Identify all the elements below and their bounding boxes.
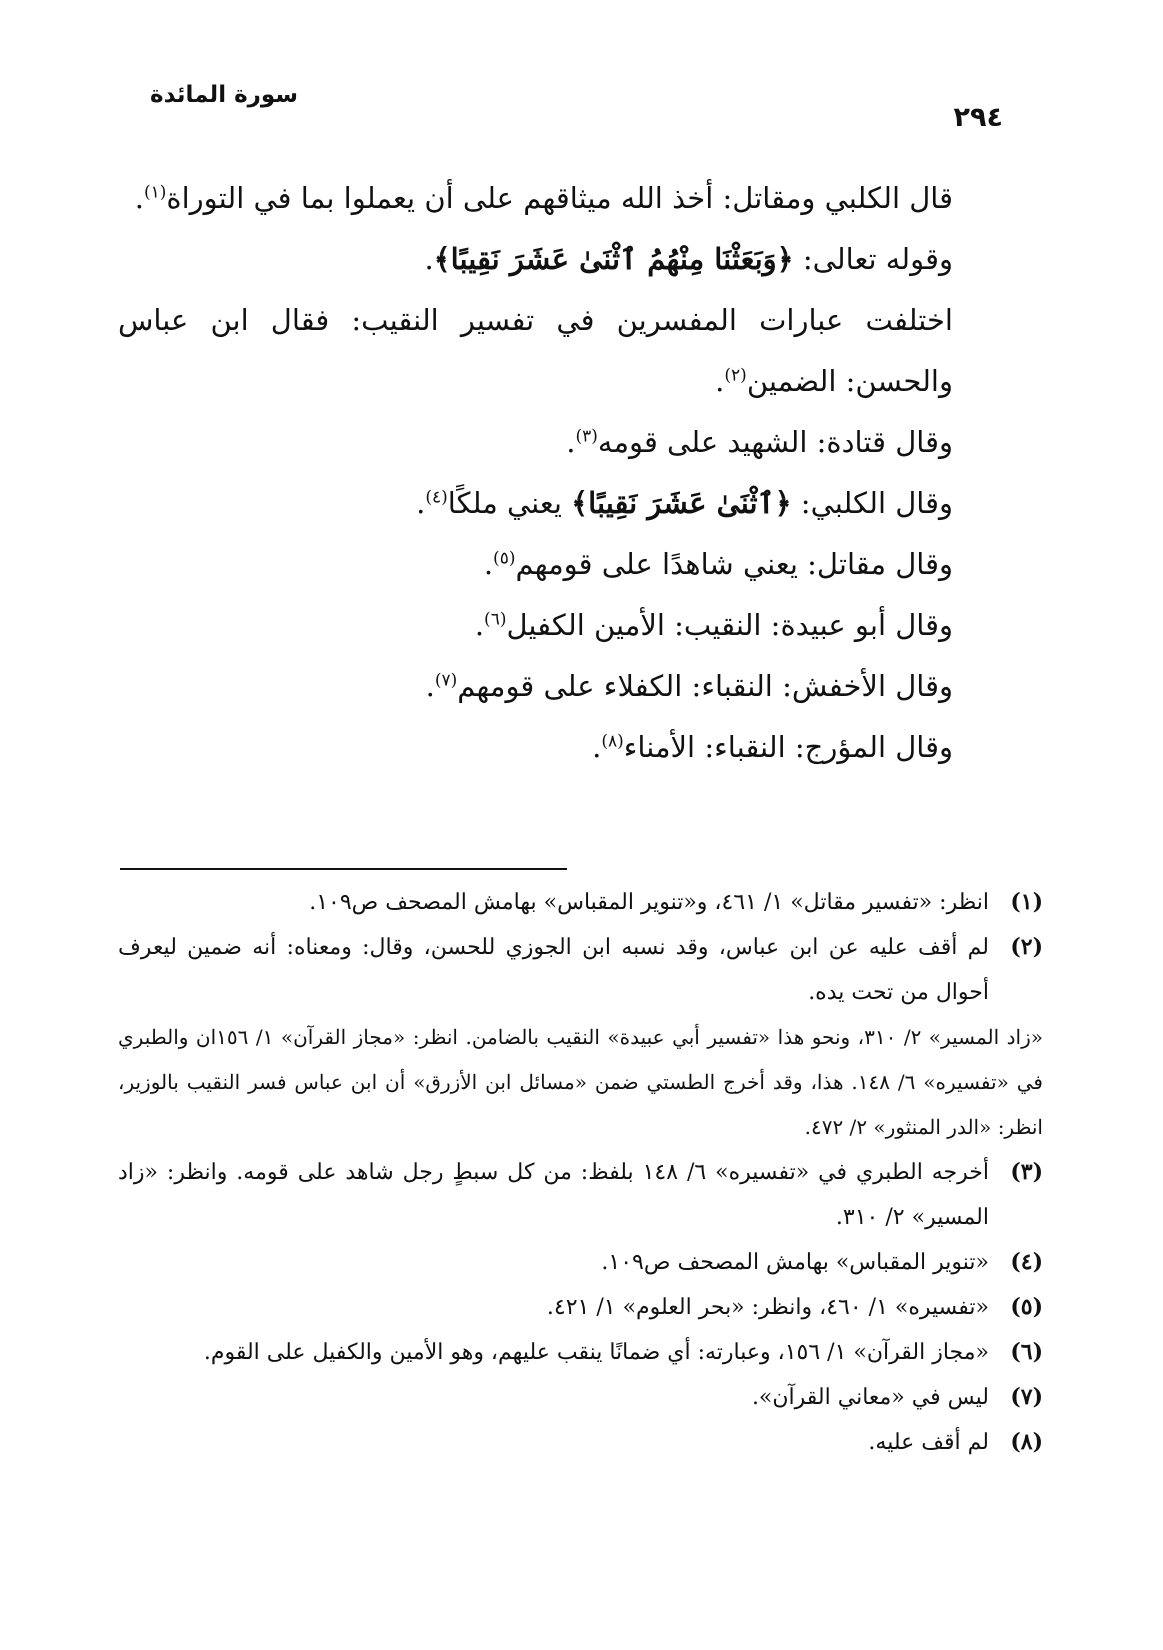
footnote-ref: (٨) [601, 731, 624, 752]
paragraph-text: وقال مقاتل: يعني شاهدًا على قومهم [515, 547, 953, 581]
footnote-4 [118, 1240, 1043, 1285]
main-text [118, 168, 1043, 778]
period: . [715, 364, 725, 398]
footnote-ref: (٥) [493, 548, 516, 569]
footnote-number: (٣) [1010, 1159, 1043, 1185]
footnote-7 [118, 1375, 1043, 1420]
footnote-2-continuation: «زاد المسير» ٢/ ٣١٠، ونحو هذا «تفسير أبي عبيدة» النقيب بالضامن. انظر: «مجاز القرآن» ١/ ١٥٦ان والطبري في «تفسيره» ٦/ ١٤٨. هذا، وقد أخرج الطستي ضمن «مسائل ابن الأزرق» أن ابن عباس فسر النقيب بالوزير، انظر: «الدر المنثور» ٢/ ٤٧٢. [118, 1025, 1043, 1139]
paragraph-text: وقال المؤرج: النقباء: الأمناء [623, 730, 953, 764]
footnote-text: أخرجه الطبري في «تفسيره» ٦/ ١٤٨ بلفظ: من كل سبطٍ رجل شاهد على قومه. وانظر: «زاد المسير» ٢/ ٣١٠. [118, 1160, 989, 1230]
paragraph-muarrij [118, 717, 1043, 778]
footnote-2 [118, 925, 1043, 1015]
paragraph-kalbi-muqatil [118, 168, 1043, 229]
footnote-separator [120, 868, 567, 870]
page-header [150, 82, 1003, 132]
footnote-ref: (٧) [434, 670, 458, 691]
paragraph-akhfash [118, 656, 1043, 717]
paragraph-mufassirin [118, 290, 1043, 412]
footnote-number: (٦) [1010, 1339, 1043, 1365]
paragraph-text: يعني ملكًا [447, 486, 572, 520]
footnote-1 [118, 880, 1043, 925]
footnote-6 [118, 1330, 1043, 1375]
period: . [566, 425, 576, 459]
paragraph-verse-quote [118, 229, 1043, 290]
paragraph-abu-ubayda [118, 595, 1043, 656]
paragraph-text: اختلفت عبارات المفسرين في تفسير النقيب: فقال ابن عباس والحسن: الضمين [118, 303, 953, 398]
paragraph-text: وقال قتادة: الشهيد على قومه [597, 425, 953, 459]
footnote-ref: (١) [143, 182, 167, 203]
footnote-text: «تفسيره» ١/ ٤٦٠، وانظر: «بحر العلوم» ١/ ٤٢١. [546, 1295, 989, 1320]
footnote-text: انظر: «تفسير مقاتل» ١/ ٤٦١، و«تنوير المقباس» بهامش المصحف ص١٠٩. [309, 890, 989, 915]
paragraph-text: وقال الأخفش: النقباء: الكفلاء على قومهم [457, 669, 953, 703]
footnote-text: لم أقف عليه عن ابن عباس، وقد نسبه ابن الجوزي للحسن، وقال: ومعناه: أنه ضمين ليعرف أحوال من تحت يده. [118, 935, 989, 1005]
footnote-3 [118, 1150, 1043, 1240]
footnote-ref: (٤) [425, 487, 448, 508]
period: . [416, 486, 426, 520]
period: . [425, 669, 435, 703]
footnote-ref: (٦) [484, 609, 507, 630]
paragraph-muqatil [118, 534, 1043, 595]
period: . [474, 608, 485, 642]
footnote-text: ليس في «معاني القرآن». [751, 1385, 989, 1410]
footnote-number: (١) [1010, 889, 1043, 915]
footnote-8 [118, 1420, 1043, 1465]
footnotes [118, 880, 1043, 1465]
paragraph-kalbi [118, 473, 1043, 534]
footnote-number: (٧) [1010, 1384, 1043, 1410]
footnote-text: «مجاز القرآن» ١/ ١٥٦، وعبارته: أي ضمانًا ينقب عليهم، وهو الأمين والكفيل على القوم. [203, 1340, 989, 1365]
period: . [483, 547, 494, 581]
running-title: سورة المائدة [150, 82, 298, 108]
footnote-5 [118, 1285, 1043, 1330]
quran-verse: ﴿وَبَعَثْنَا مِنْهُمُ ٱثْنَىٰ عَشَرَ نَقِيبًا﴾ [433, 242, 794, 276]
page-number: ٢٩٤ [953, 102, 1003, 133]
footnote-number: (٥) [1010, 1294, 1043, 1320]
footnote-text: «تنوير المقباس» بهامش المصحف ص١٠٩. [601, 1250, 989, 1275]
paragraph-qatada [118, 412, 1043, 473]
paragraph-text: قال الكلبي ومقاتل: أخذ الله ميثاقهم على أن يعملوا بما في التوراة [166, 181, 953, 215]
quran-verse: ﴿ٱثْنَىٰ عَشَرَ نَقِيبًا﴾ [571, 486, 792, 520]
period: . [592, 730, 602, 764]
footnote-number: (٢) [1010, 934, 1043, 960]
paragraph-text: وقال الكلبي: [791, 486, 953, 520]
paragraph-text: وقوله تعالى: [793, 242, 953, 276]
footnote-ref: (٢) [724, 365, 747, 386]
footnote-text: لم أقف عليه. [868, 1430, 989, 1455]
footnote-number: (٨) [1010, 1429, 1043, 1455]
footnote-ref: (٣) [575, 426, 598, 447]
paragraph-text: وقال أبو عبيدة: النقيب: الأمين الكفيل [506, 608, 953, 642]
period: . [134, 181, 144, 215]
footnote-number: (٤) [1010, 1249, 1043, 1275]
period: . [424, 242, 434, 276]
